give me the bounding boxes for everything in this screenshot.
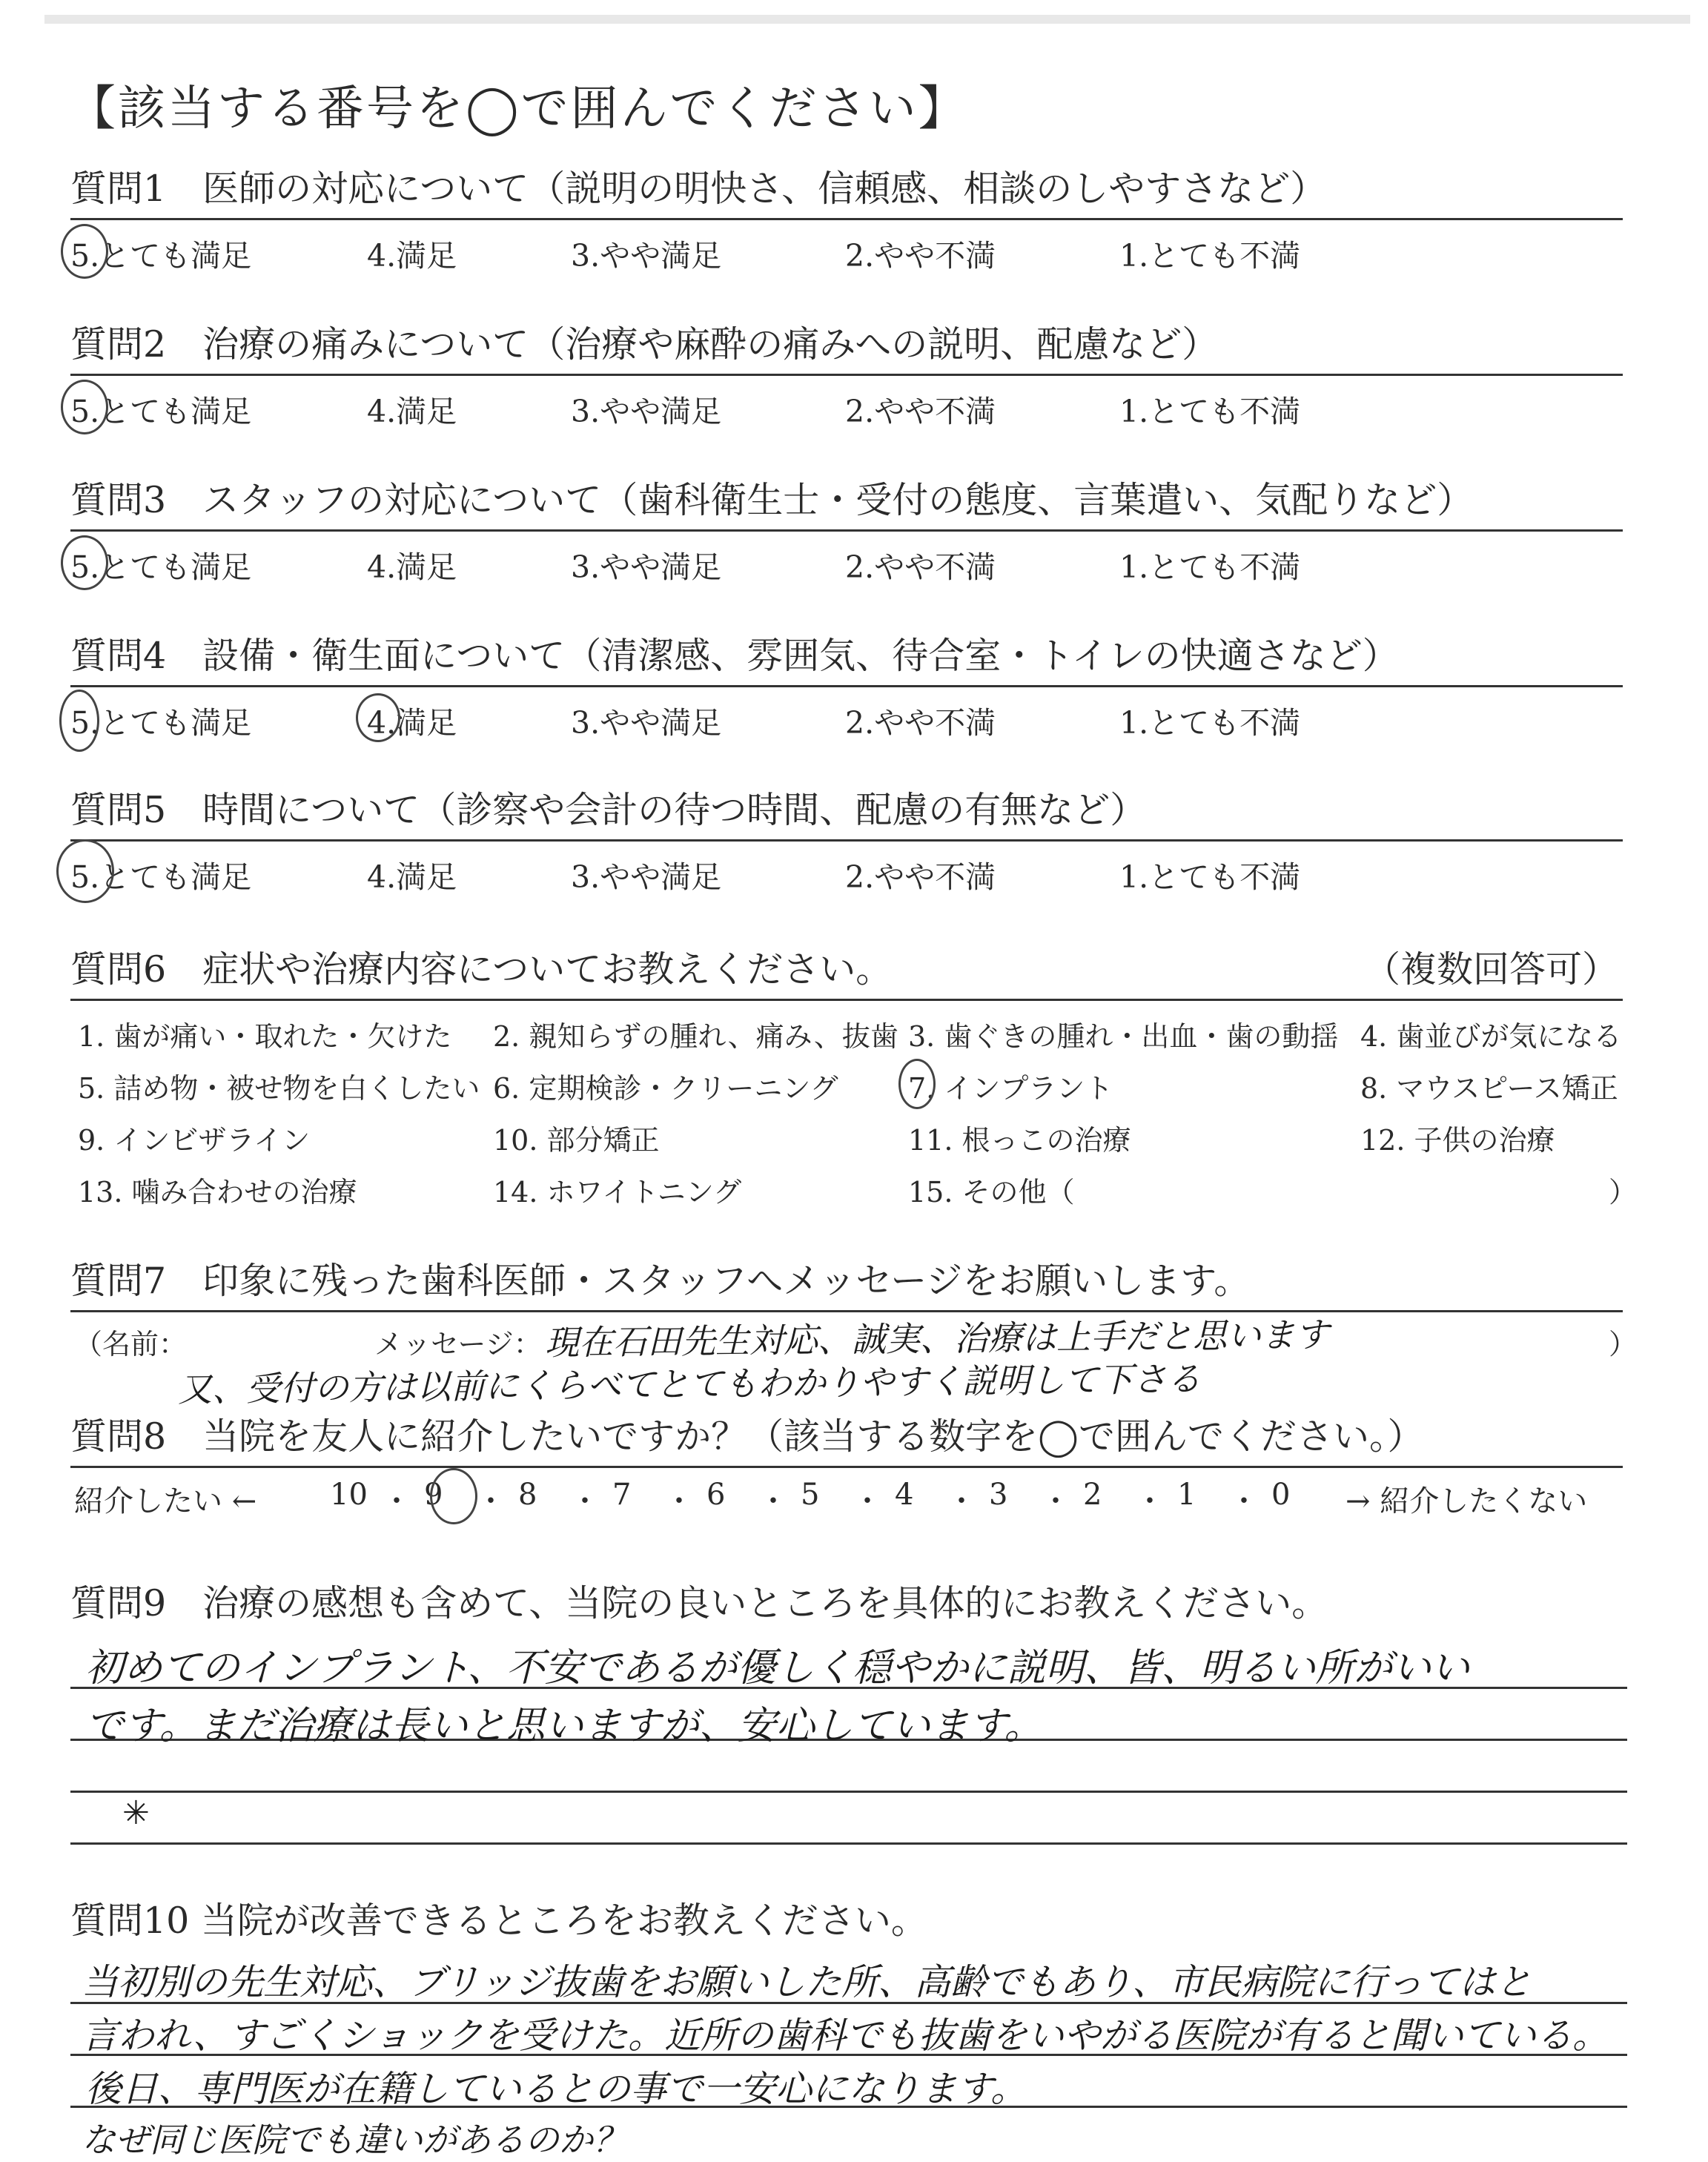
q6-option-14[interactable]: 14. ホワイトニング — [493, 1176, 742, 1209]
q5-circle-mark — [56, 839, 114, 903]
q6-option-11[interactable]: 11. 根っこの治療 — [908, 1124, 1131, 1157]
q1-option-1[interactable]: 1.とても不満 — [1119, 238, 1301, 274]
q7-close-paren: ） — [1609, 1328, 1638, 1361]
q6-option-7[interactable]: 7. インプラント — [908, 1072, 1113, 1105]
q9-line-3 — [70, 1791, 1627, 1793]
q8-scale-1[interactable]: 1 — [1177, 1478, 1196, 1512]
q1-option-2[interactable]: 2.やや不満 — [845, 238, 996, 274]
question-10 — [70, 1897, 1627, 1946]
q6-option-3[interactable]: 3. 歯ぐきの腫れ・出血・歯の動揺 — [908, 1020, 1339, 1053]
question-4 — [70, 632, 1627, 687]
question-6-rule — [70, 999, 1623, 1001]
q4-option-5[interactable]: 5.とても満足 — [70, 705, 252, 741]
q6-option-2[interactable]: 2. 親知らずの腫れ、痛み、抜歯 — [493, 1020, 898, 1053]
question-8-title: 質問8 当院を友人に紹介したいですか？（該当する数字を◯で囲んでください。） — [70, 1415, 1424, 1458]
q8-scale-separator: ・ — [382, 1484, 411, 1518]
q8-scale-3[interactable]: 3 — [989, 1478, 1008, 1512]
q9-handwriting-line-1: 初めてのインプラント、不安であるが優しく穏やかに説明、皆、明るい所がいい — [85, 1646, 1470, 1690]
q6-circle-mark — [898, 1059, 936, 1109]
q8-scale-2[interactable]: 2 — [1083, 1478, 1102, 1512]
scan-top-edge — [44, 15, 1690, 24]
q3-option-2[interactable]: 2.やや不満 — [845, 549, 996, 585]
q6-option-6[interactable]: 6. 定期検診・クリーニング — [493, 1072, 838, 1105]
q8-scale-separator: ・ — [1229, 1484, 1259, 1518]
q8-circle-mark — [430, 1468, 477, 1524]
q1-circle-mark — [61, 224, 108, 279]
q5-option-3[interactable]: 3.やや満足 — [571, 859, 722, 895]
q8-right-label: → 紹介したくない — [1345, 1484, 1588, 1518]
question-8 — [70, 1412, 1627, 1468]
q3-option-4[interactable]: 4.満足 — [367, 549, 457, 585]
question-6-title — [70, 945, 1627, 994]
q6-option-5[interactable]: 5. 詰め物・被せ物を白くしたい — [78, 1072, 480, 1105]
q6-option-9[interactable]: 9. インビザライン — [78, 1124, 311, 1157]
question-6-title-text: 質問6 症状や治療内容についてお教えください。 — [70, 948, 893, 991]
page-header: 【該当する番号を◯で囲んでください】 — [68, 82, 968, 136]
q7-handwriting-line-2: 又、受付の方は以前にくらべてとてもわかりやすく説明して下さる — [177, 1358, 1202, 1409]
q3-option-3[interactable]: 3.やや満足 — [571, 549, 722, 585]
question-5 — [70, 786, 1627, 842]
question-1-rule — [70, 218, 1623, 220]
q8-scale-9[interactable]: 9 — [424, 1478, 443, 1512]
q6-option-13[interactable]: 13. 噛み合わせの治療 — [78, 1176, 357, 1209]
q8-scale-8[interactable]: 8 — [518, 1478, 537, 1512]
question-7 — [70, 1257, 1627, 1312]
q1-option-3[interactable]: 3.やや満足 — [571, 238, 722, 274]
question-6 — [70, 945, 1627, 1001]
q2-option-5[interactable]: 5.とても満足 — [70, 394, 252, 429]
q8-scale-10[interactable]: 10 — [330, 1478, 368, 1512]
q8-scale-0[interactable]: 0 — [1271, 1478, 1291, 1512]
q3-circle-mark — [61, 535, 108, 590]
q10-handwriting-line-3: 後日、専門医が在籍しているとの事で一安心になります。 — [85, 2068, 1027, 2110]
question-3-title: 質問3 スタッフの対応について（歯科衛生士・受付の態度、言葉遣い、気配りなど） — [70, 479, 1474, 521]
q7-handwriting-line-1: 現在石田先生対応、誠実、治療は上手だと思います — [544, 1314, 1330, 1363]
q6-option-4[interactable]: 4. 歯並びが気になる — [1360, 1020, 1622, 1053]
question-5-rule — [70, 839, 1623, 842]
q5-option-2[interactable]: 2.やや不満 — [845, 859, 996, 895]
question-8-rule — [70, 1466, 1623, 1468]
q5-option-4[interactable]: 4.満足 — [367, 859, 457, 895]
question-3-rule — [70, 529, 1623, 532]
question-1-title: 質問1 医師の対応について（説明の明快さ、信頼感、相談のしやすさなど） — [70, 168, 1327, 210]
question-2-rule — [70, 374, 1623, 376]
q4-option-2[interactable]: 2.やや不満 — [845, 705, 996, 741]
q6-option-10[interactable]: 10. 部分矯正 — [493, 1124, 660, 1157]
q2-option-2[interactable]: 2.やや不満 — [845, 394, 996, 429]
q8-scale-separator: ・ — [947, 1484, 976, 1518]
q7-name-label: （名前： — [74, 1328, 188, 1361]
question-3 — [70, 476, 1627, 532]
q9-handwriting-line-2: です。まだ治療は長いと思いますが、安心しています。 — [85, 1704, 1043, 1748]
q4-scribble-mark — [59, 690, 99, 752]
question-10-title: 質問10 当院が改善できるところをお教えください。 — [70, 1900, 927, 1942]
question-7-rule — [70, 1310, 1623, 1312]
question-1 — [70, 165, 1627, 220]
q5-option-5[interactable]: 5.とても満足 — [70, 859, 252, 895]
question-5-title: 質問5 時間について（診察や会計の待つ時間、配慮の有無など） — [70, 789, 1147, 831]
q9-scribble-mark: ✳ — [122, 1794, 150, 1832]
q8-scale-separator: ・ — [476, 1484, 506, 1518]
q10-handwriting-line-4: なぜ同じ医院でも違いがあるのか？ — [82, 2120, 627, 2160]
q5-option-1[interactable]: 1.とても不満 — [1119, 859, 1301, 895]
q3-option-5[interactable]: 5.とても満足 — [70, 549, 252, 585]
q1-option-5[interactable]: 5.とても満足 — [70, 238, 252, 274]
q6-option-8[interactable]: 8. マウスピース矯正 — [1360, 1072, 1618, 1105]
q4-option-3[interactable]: 3.やや満足 — [571, 705, 722, 741]
q2-option-4[interactable]: 4.満足 — [367, 394, 457, 429]
question-9 — [70, 1579, 1627, 1628]
q9-line-4 — [70, 1842, 1627, 1845]
q8-scale-separator: ・ — [758, 1484, 788, 1518]
question-9-title: 質問9 治療の感想も含めて、当院の良いところを具体的にお教えください。 — [70, 1582, 1328, 1624]
q4-option-4[interactable]: 4.満足 — [367, 705, 457, 741]
q1-option-4[interactable]: 4.満足 — [367, 238, 457, 274]
q4-circle-mark — [356, 693, 400, 742]
q8-scale-separator: ・ — [1041, 1484, 1070, 1518]
q2-option-3[interactable]: 3.やや満足 — [571, 394, 722, 429]
question-2-title: 質問2 治療の痛みについて（治療や麻酔の痛みへの説明、配慮など） — [70, 323, 1219, 366]
q6-option-1[interactable]: 1. 歯が痛い・取れた・欠けた — [78, 1020, 452, 1053]
q8-scale-6[interactable]: 6 — [706, 1478, 726, 1512]
q8-scale-5[interactable]: 5 — [801, 1478, 820, 1512]
q2-circle-mark — [61, 380, 108, 434]
q10-handwriting-line-1: 当初別の先生対応、ブリッジ抜歯をお願いした所、高齢でもあり、市民病院に行ってはと — [82, 1961, 1532, 2003]
question-7-title: 質問7 印象に残った歯科医師・スタッフへメッセージをお願いします。 — [70, 1260, 1251, 1302]
q4-option-1[interactable]: 1.とても不満 — [1119, 705, 1301, 741]
question-2 — [70, 320, 1627, 376]
q10-handwriting-line-2: 言われ、すごくショックを受けた。近所の歯科でも抜歯をいやがる医院が有ると聞いている。 — [82, 2014, 1609, 2057]
q6-option-15[interactable]: 15. その他（ — [908, 1176, 1075, 1209]
q2-option-1[interactable]: 1.とても不満 — [1119, 394, 1301, 429]
q3-option-1[interactable]: 1.とても不満 — [1119, 549, 1301, 585]
q6-option-12[interactable]: 12. 子供の治療 — [1360, 1124, 1555, 1157]
q8-scale-4[interactable]: 4 — [895, 1478, 914, 1512]
question-4-rule — [70, 685, 1623, 687]
q8-scale-separator: ・ — [853, 1484, 882, 1518]
q8-left-label: 紹介したい ← — [74, 1484, 257, 1518]
q8-scale-separator: ・ — [570, 1484, 600, 1518]
q8-scale-separator: ・ — [664, 1484, 694, 1518]
question-6-note: （複数回答可） — [1364, 948, 1619, 991]
question-4-title: 質問4 設備・衛生面について（清潔感、雰囲気、待合室・トイレの快適さなど） — [70, 635, 1399, 677]
q8-scale-7[interactable]: 7 — [612, 1478, 632, 1512]
q8-scale-separator: ・ — [1135, 1484, 1165, 1518]
q6-option-15-close: ） — [1609, 1176, 1638, 1209]
q7-message-label: メッセージ： — [374, 1328, 542, 1361]
